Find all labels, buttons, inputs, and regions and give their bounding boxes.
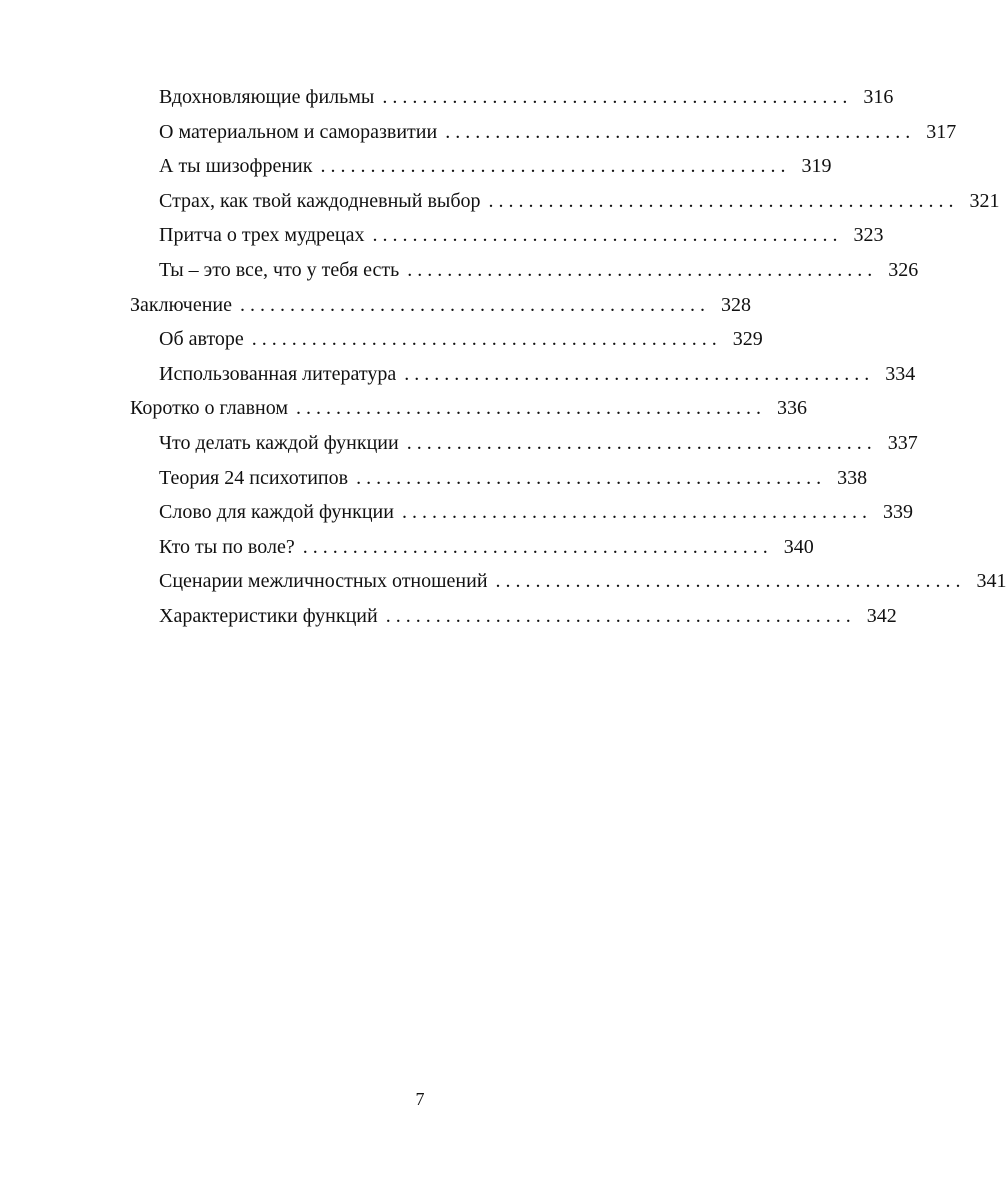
toc-entry-title: Теория 24 психотипов [159,466,349,489]
toc-entry[interactable] [130,464,868,499]
toc-entry-title: Вдохновляющие фильмы [159,86,375,108]
toc-entry-page: 340 [783,535,814,558]
toc-entry-title: Ты – это все, что у тебя есть [159,258,400,281]
toc-entry-page: 341 [976,570,1007,593]
toc-entry-page: 328 [721,293,751,316]
toc-dot-leader: . . . . . . . . . . . . . . . . . . . . . . . . . . . . . . . . . . . . . . . . . . . . . . . [320,155,786,178]
toc-entry[interactable] [130,533,814,568]
page-number: 7 [415,1089,425,1109]
toc-entry[interactable] [130,118,957,153]
toc-entry[interactable] [130,602,897,637]
toc-dot-leader: . . . . . . . . . . . . . . . . . . . . . . . . . . . . . . . . . . . . . . . . . . . . . . . [385,604,851,627]
toc-entry[interactable] [130,83,894,118]
toc-entry-title: А ты шизофреник [159,155,313,178]
toc-entry-page: 338 [837,466,868,489]
toc-entry[interactable] [130,152,832,187]
toc-entry-page: 323 [853,224,884,247]
toc-entry-title: Характеристики функций [159,604,378,627]
toc-dot-leader: . . . . . . . . . . . . . . . . . . . . . . . . . . . . . . . . . . . . . . . . . . . . . . . [356,466,822,489]
toc-entry[interactable] [130,394,807,429]
toc-entry[interactable] [130,498,913,533]
toc-dot-leader: . . . . . . . . . . . . . . . . . . . . . . . . . . . . . . . . . . . . . . . . . . . . . . . [296,397,761,420]
toc-entry[interactable] [130,360,916,395]
toc-entry-title: Сценарии межличностных отношений [159,570,488,593]
toc-entry-page: 321 [969,189,1000,212]
toc-entry-title: Что делать каждой функции [159,431,399,454]
toc-entry-page: 317 [926,120,957,143]
toc-entry-title: Об авторе [159,328,244,351]
toc-entry-page: 342 [866,604,897,627]
toc-entry-title: О материальном и саморазвитии [159,120,438,143]
toc-entry[interactable] [130,291,751,326]
toc-dot-leader: . . . . . . . . . . . . . . . . . . . . . . . . . . . . . . . . . . . . . . . . . . . . . . . [372,224,838,247]
toc-entry-page: 334 [885,362,916,385]
toc-entry-title: Страх, как твой каждодневный выбор [159,189,481,212]
toc-dot-leader: . . . . . . . . . . . . . . . . . . . . . . . . . . . . . . . . . . . . . . . . . . . . . . . [302,535,768,558]
toc-dot-leader: . . . . . . . . . . . . . . . . . . . . . . . . . . . . . . . . . . . . . . . . . . . . . . . [382,86,848,108]
toc-entry-page: 337 [887,431,918,454]
toc-entry[interactable] [130,325,763,360]
toc-entry-page: 326 [888,258,919,281]
toc-entry-title: Коротко о главном [130,397,288,420]
toc-dot-leader: . . . . . . . . . . . . . . . . . . . . . . . . . . . . . . . . . . . . . . . . . . . . . . . [445,120,911,143]
toc-entry-page: 329 [732,328,763,351]
toc-entry-page: 316 [863,86,894,108]
toc-entry-page: 319 [801,155,832,178]
toc-entry[interactable] [130,256,919,291]
toc-entry-title: Использованная литература [159,362,397,385]
toc-entry[interactable] [130,567,1007,602]
toc-entry-page: 336 [777,397,807,420]
toc-dot-leader: . . . . . . . . . . . . . . . . . . . . . . . . . . . . . . . . . . . . . . . . . . . . . . . [401,501,867,524]
toc-dot-leader: . . . . . . . . . . . . . . . . . . . . . . . . . . . . . . . . . . . . . . . . . . . . . . . [240,293,705,316]
toc-entry[interactable] [130,221,884,256]
toc-dot-leader: . . . . . . . . . . . . . . . . . . . . . . . . . . . . . . . . . . . . . . . . . . . . . . . [251,328,717,351]
toc-dot-leader: . . . . . . . . . . . . . . . . . . . . . . . . . . . . . . . . . . . . . . . . . . . . . . . [404,362,870,385]
toc-dot-leader: . . . . . . . . . . . . . . . . . . . . . . . . . . . . . . . . . . . . . . . . . . . . . . . [495,570,961,593]
toc-entry-title: Кто ты по воле? [159,535,295,558]
toc-dot-leader: . . . . . . . . . . . . . . . . . . . . . . . . . . . . . . . . . . . . . . . . . . . . . . . [407,258,873,281]
toc-entry[interactable] [130,429,918,464]
toc-entry-title: Заключение [130,293,232,316]
toc-entry-page: 339 [882,501,913,524]
table-of-contents [130,83,1007,637]
toc-dot-leader: . . . . . . . . . . . . . . . . . . . . . . . . . . . . . . . . . . . . . . . . . . . . . . . [406,431,872,454]
toc-entry-title: Слово для каждой функции [159,501,394,524]
toc-entry[interactable] [130,187,1000,222]
toc-entry-title: Притча о трех мудрецах [159,224,365,247]
toc-dot-leader: . . . . . . . . . . . . . . . . . . . . . . . . . . . . . . . . . . . . . . . . . . . . . . . [488,189,954,212]
